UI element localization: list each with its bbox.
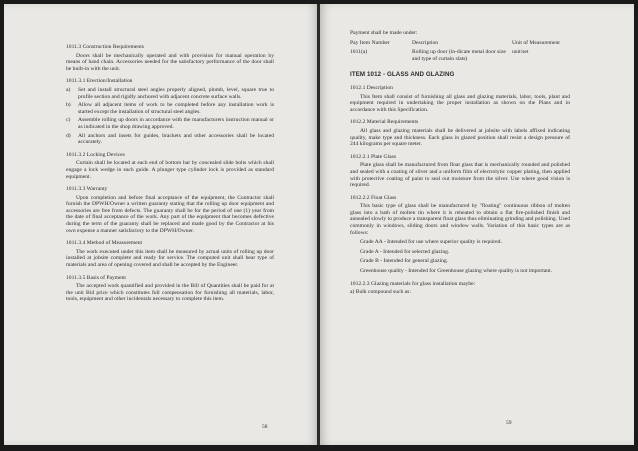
list-item xyxy=(66,133,274,146)
list-item: Grade B - Intended for general glazing. xyxy=(360,258,449,265)
right-page-content xyxy=(350,30,570,299)
paragraph: Greenhouse quality - Intended for Greenhouse glazing where quality is not important. xyxy=(360,268,552,275)
paragraph: The work executed under this item shall be measured by actual units of rolling up door installed at jobsite complete and ready for service. The computed unit shall bear type of materials and area of opening covered and shall be accepted by the Engineer. xyxy=(66,248,274,269)
pay-table-row xyxy=(350,49,570,62)
pay-item-description: Rolling up door (in-dicate metal door size and type of curtain slats) xyxy=(412,49,506,62)
paragraph: Payment shall be made under: xyxy=(350,30,418,36)
section-heading: 1011.3 Construction Requirements xyxy=(66,44,144,50)
section-heading: 1012.2.1 Plate Glass xyxy=(350,153,396,160)
list-text: All anchors and insets for guides, brackets and other accessories shall be located accurately. xyxy=(78,132,274,146)
section-heading: 1011.3.1 Erection/Installation xyxy=(66,78,133,85)
book-spread xyxy=(4,4,634,449)
paragraph: Upon completion and before final acceptance of the equipment, the Contractor shall furnish the DPWH/Owner a written guaranty stating that the rolling up door equipment and accessories are free from defects. The guaranty shall be for the period of one (1) year from the date of final acceptance of the work. Any part of the equipment that becomes defective during the term of the guaranty shall be replaced and made good by the Contractor at his own expense a manner satisfactory to the DPWH/Owner. xyxy=(66,194,274,234)
list-label: c) xyxy=(66,117,71,124)
section-heading: 1012.2.2 Float Glass xyxy=(350,194,397,201)
list-item xyxy=(66,102,274,115)
left-page xyxy=(4,4,318,445)
paragraph: The accepted work quantified and provided in the Bill of Quantities shall be paid for at the unit Bid price which constitutes full compensation for furnishing all materials, labor, tools, equipment and other incidentals necessary to complete this item. xyxy=(66,283,274,303)
list-label: b) xyxy=(66,102,71,109)
paragraph: This Item shall consist of furnishing all glass and glazing materials, labor, tools, plant and equipment required in undertaking the proper installation as shown on the Plans and in accordance with this Specification. xyxy=(350,93,570,113)
section-heading: 1011.3.2 Locking Devices xyxy=(66,151,125,158)
section-heading: 1012.1 Description xyxy=(350,84,393,91)
list-item: Grade AA - Intended for use where superior quality is required. xyxy=(360,239,502,246)
pay-item-header: Pay Item Number xyxy=(350,39,390,46)
page-number: 59 xyxy=(506,420,512,426)
list-item xyxy=(66,117,274,130)
list-text: Assemble rolling up doors in accordance with the manufacturers instruction manual or as indicated in the shop drawing approved. xyxy=(78,117,274,130)
list-item: Grade A - Intended for selected glazing. xyxy=(360,248,450,255)
unit-header: Unit of Measurement xyxy=(512,39,560,46)
section-heading: 1012.2.3 Glazing materials for glass installation maybe: xyxy=(350,280,476,287)
left-page-content xyxy=(66,38,274,306)
list-item xyxy=(66,87,274,100)
paragraph: This basic type of glass shall be manufactured by "floating" continuous ribbon of molten glass into a bath of molten tin where it is reheated to obtain a flat fire-polished finish and annealed slowly to produce a transparent float glass thus eliminating grinding and polishing. Used commonly in windows, sliding doors and window walls. Variation of this basic types are as follows: xyxy=(350,203,570,236)
section-heading: 1012.2 Material Requirements xyxy=(350,119,419,126)
paragraph: Curtain shall be located at each end of bottom bar by concealed slide bolts which shall engage a lock wedge in each guide. A plunger type cylinder lock is provided as standard equipment. xyxy=(66,160,274,180)
right-page xyxy=(320,4,634,445)
list-text: Allow all adjacent items of work to be completed before any installation work is started except the installation of structural steel angles. xyxy=(78,102,274,115)
grade-list xyxy=(360,239,570,265)
section-heading: 1011.3.3 Warranty xyxy=(66,186,108,193)
list-text: Set and install structural steel angles properly aligned, plumb, level, square true to profile section and rigidly anchored with adjacent concrete surface walls. xyxy=(78,86,274,100)
list-label: a) xyxy=(66,86,71,93)
paragraph: All glass and glazing materials shall be delivered at jobsite with labels affixed indicating quality, make type and thickness. Each glass in glazed position shall resist a design pressure of 244 kilograms per square meter. xyxy=(350,127,570,148)
list-label: d) xyxy=(66,132,71,139)
description-header: Description xyxy=(412,39,439,46)
pay-item-unit: unit/set xyxy=(512,49,529,56)
list-item: a) Bulk compound such as: xyxy=(350,289,411,296)
paragraph: Plate glass shall be manufactured from float glass that is mechanically rounded and polished and sealed with a coating of silver and a uniform film of electrolytic copper plating, then applied with protective coating of paint to seal out moisture from the silver. Use where good vision is required. xyxy=(350,162,570,189)
page-number: 58 xyxy=(262,424,268,430)
item-heading: ITEM 1012 - GLASS AND GLAZING xyxy=(350,71,455,79)
pay-item-number: 1011(a) xyxy=(350,49,368,56)
paragraph: Doors shall be mechanically operated and with provision for manual operation by means of hand chain. Accessories needed for the satisfactory performance of the door shall be built-in with the unit. xyxy=(66,52,274,72)
section-heading: 1011.3.4 Method of Measurement xyxy=(66,240,143,247)
section-heading: 1011.3.5 Basis of Payment xyxy=(66,274,126,281)
pay-table-header xyxy=(350,40,570,47)
